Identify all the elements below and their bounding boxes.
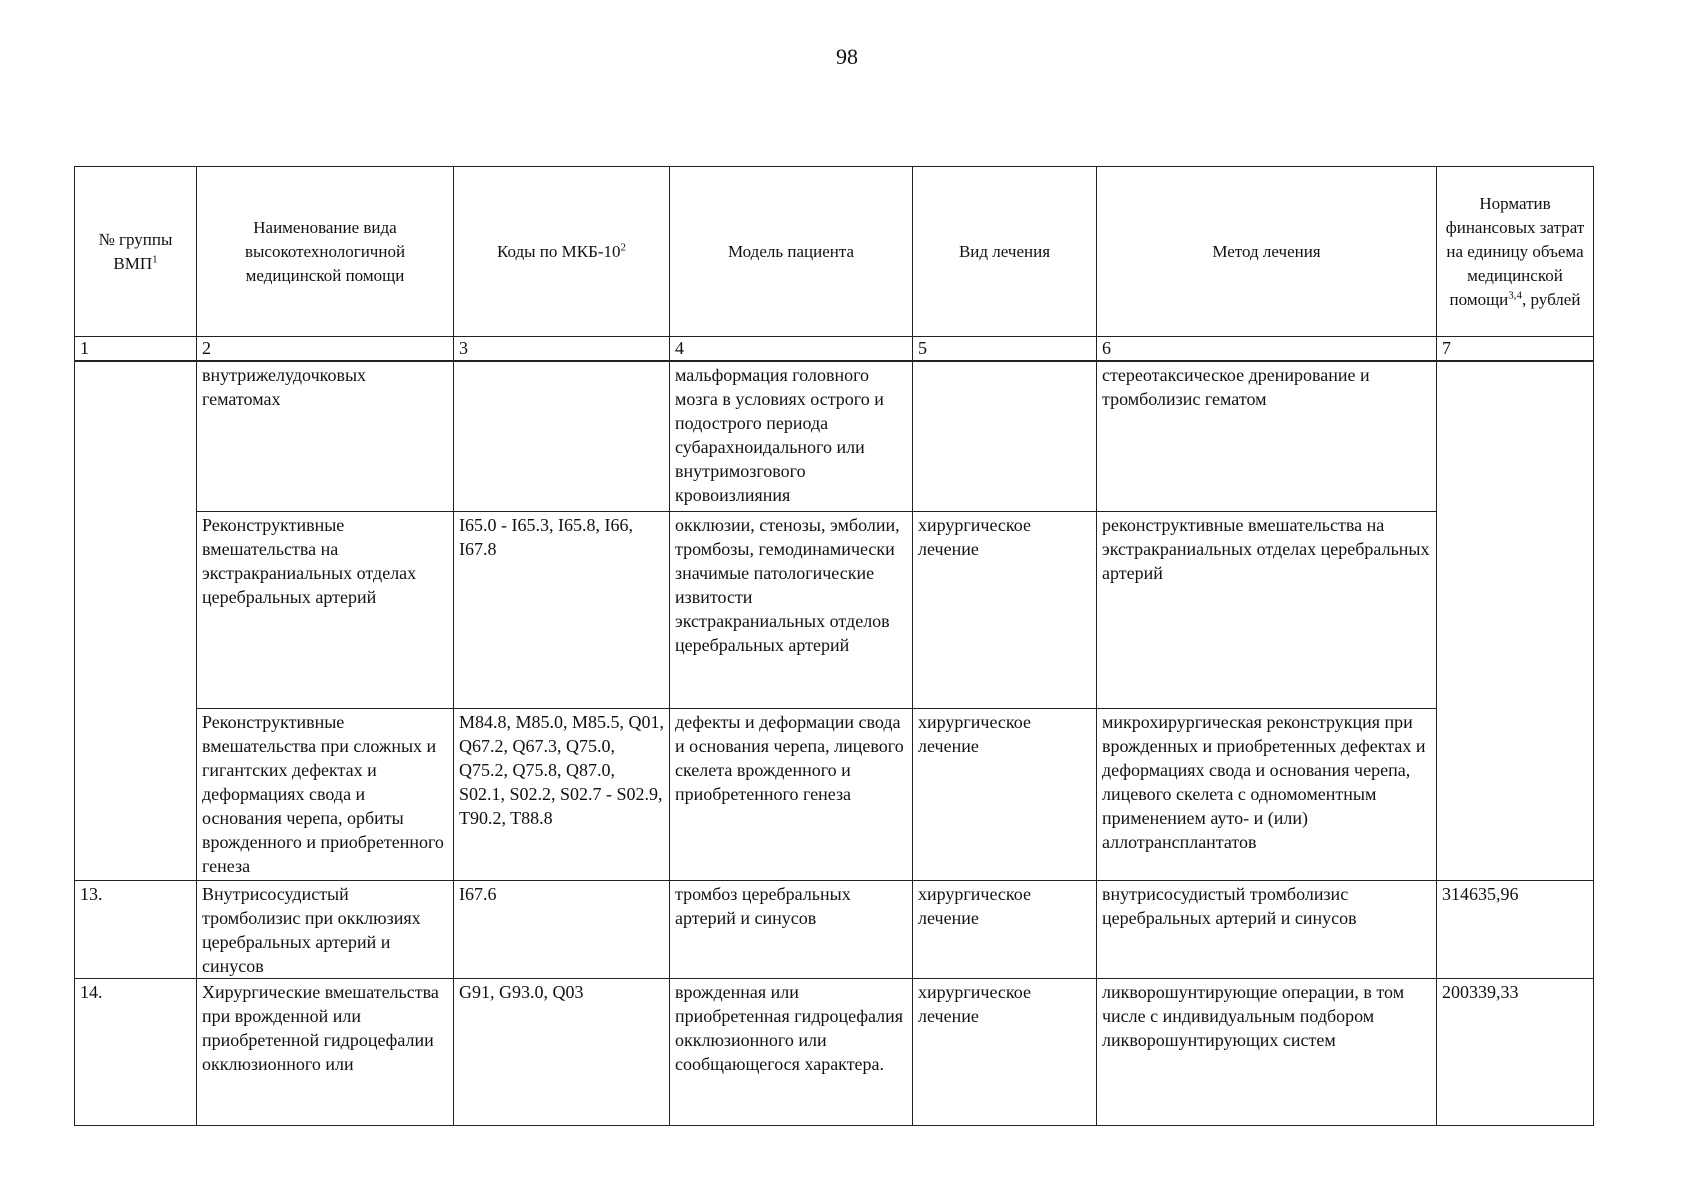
column-number: 2 bbox=[197, 337, 454, 362]
treatment-method-cell: ликворошунтирующие операции, в том числе с индивидуальным подбором ликворошунтирующих систем bbox=[1097, 979, 1437, 1126]
treatment-method-cell: реконструктивные вмешательства на экстракраниальных отделах церебральных артерий bbox=[1097, 512, 1437, 709]
header-patient-model: Модель пациента bbox=[670, 167, 913, 337]
patient-model-cell: дефекты и деформации свода и основания черепа, лицевого скелета врожденного и приобретенного генеза bbox=[670, 709, 913, 881]
column-number: 7 bbox=[1437, 337, 1594, 362]
patient-model-cell: тромбоз церебральных артерий и синусов bbox=[670, 881, 913, 979]
treatment-type-cell: хирургическое лечение bbox=[913, 512, 1097, 709]
vmp-table bbox=[74, 166, 1594, 1126]
patient-model-cell: мальформация головного мозга в условиях острого и подострого периода субарахноидального или внутримозгового кровоизлияния bbox=[670, 361, 913, 512]
column-number-row bbox=[75, 337, 1594, 362]
column-number: 5 bbox=[913, 337, 1097, 362]
icd-codes-cell: M84.8, M85.0, M85.5, Q01, Q67.2, Q67.3, Q75.0, Q75.2, Q75.8, Q87.0, S02.1, S02.2, S02.7 - S02.9, T90.2, T88.8 bbox=[454, 709, 670, 881]
table-row bbox=[75, 709, 1594, 881]
icd-codes-cell bbox=[454, 361, 670, 512]
table-row bbox=[75, 881, 1594, 979]
column-number: 3 bbox=[454, 337, 670, 362]
header-icd-codes: Коды по МКБ-$10^2$ bbox=[454, 167, 670, 337]
cost-cell bbox=[1437, 361, 1594, 881]
cost-cell: 314635,96 bbox=[1437, 881, 1594, 979]
icd-codes-cell: G91, G93.0, Q03 bbox=[454, 979, 670, 1126]
page-number: 98 bbox=[836, 44, 858, 69]
cost-cell: 200339,33 bbox=[1437, 979, 1594, 1126]
header-row bbox=[75, 167, 1594, 337]
care-type-cell: внутрижелудочковых гематомах bbox=[197, 361, 454, 512]
table-row bbox=[75, 979, 1594, 1126]
column-number: 6 bbox=[1097, 337, 1437, 362]
icd-codes-cell: I65.0 - I65.3, I65.8, I66, I67.8 bbox=[454, 512, 670, 709]
column-number: 4 bbox=[670, 337, 913, 362]
treatment-method-cell: микрохирургическая реконструкция при врожденных и приобретенных дефектах и деформациях свода и основания черепа, лицевого скелета с одномоментным применением ауто- и (или) аллотрансплантатов bbox=[1097, 709, 1437, 881]
header-care-type: Наименование вида высокотехнологичной медицинской помощи bbox=[197, 167, 454, 337]
header-group-number: № группы ВМП$^1$ bbox=[75, 167, 197, 337]
column-number: 1 bbox=[75, 337, 197, 362]
treatment-type-cell bbox=[913, 361, 1097, 512]
care-type-cell: Внутрисосудистый тромболизис при окклюзиях церебральных артерий и синусов bbox=[197, 881, 454, 979]
patient-model-cell: окклюзии, стенозы, эмболии, тромбозы, гемодинамически значимые патологические извитости экстракраниальных отделов церебральных артерий bbox=[670, 512, 913, 709]
care-type-cell: Реконструктивные вмешательства при сложных и гигантских дефектах и деформациях свода и основания черепа, орбиты врожденного и приобретенного генеза bbox=[197, 709, 454, 881]
treatment-method-cell: стереотаксическое дренирование и тромболизис гематом bbox=[1097, 361, 1437, 512]
header-cost-standard: Норматив финансовых затрат на единицу объема медицинской помощи$^{3,4}$, рублей bbox=[1437, 167, 1594, 337]
treatment-type-cell: хирургическое лечение bbox=[913, 709, 1097, 881]
group-number-cell bbox=[75, 361, 197, 881]
header-treatment-method: Метод лечения bbox=[1097, 167, 1437, 337]
header-treatment-type: Вид лечения bbox=[913, 167, 1097, 337]
patient-model-cell: врожденная или приобретенная гидроцефалия окклюзионного или сообщающегося характера. bbox=[670, 979, 913, 1126]
group-number-cell: 14. bbox=[75, 979, 197, 1126]
care-type-cell: Реконструктивные вмешательства на экстракраниальных отделах церебральных артерий bbox=[197, 512, 454, 709]
treatment-method-cell: внутрисосудистый тромболизис церебральных артерий и синусов bbox=[1097, 881, 1437, 979]
care-type-cell: Хирургические вмешательства при врожденной или приобретенной гидроцефалии окклюзионного или bbox=[197, 979, 454, 1126]
icd-codes-cell: I67.6 bbox=[454, 881, 670, 979]
table-row bbox=[75, 512, 1594, 709]
group-number-cell: 13. bbox=[75, 881, 197, 979]
treatment-type-cell: хирургическое лечение bbox=[913, 979, 1097, 1126]
table-row bbox=[75, 361, 1594, 512]
treatment-type-cell: хирургическое лечение bbox=[913, 881, 1097, 979]
